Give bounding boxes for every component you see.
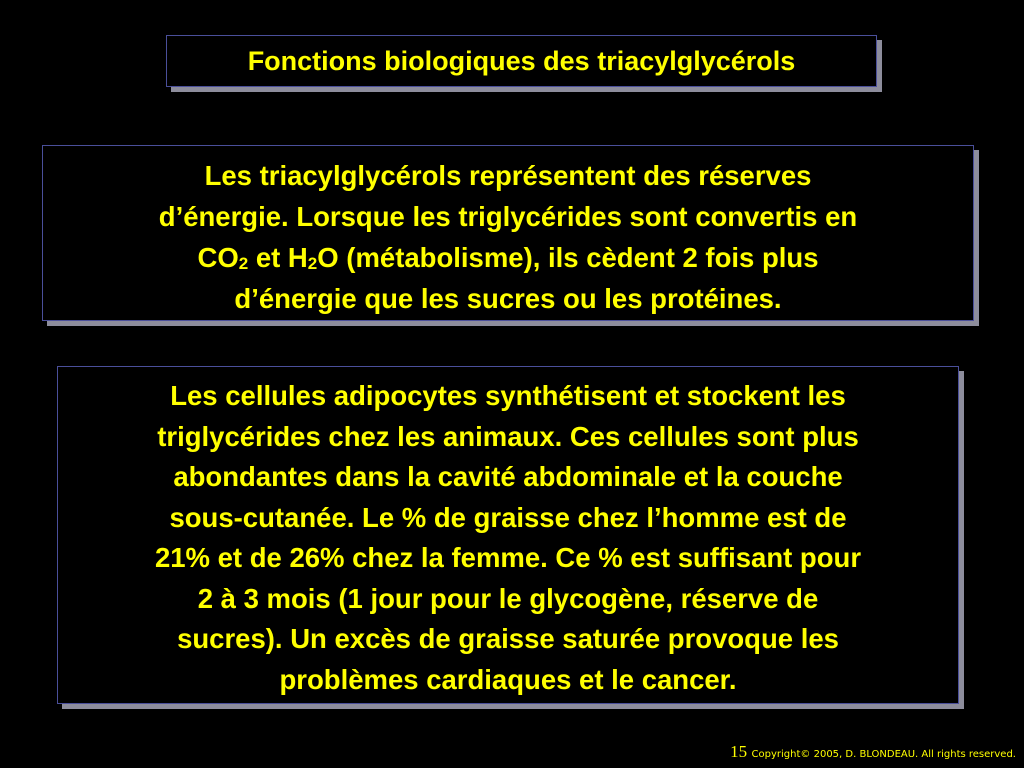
- textbox2-line: sous-cutanée. Le % de graisse chez l’homme est de: [169, 501, 847, 533]
- textbox2-line: 2 à 3 mois (1 jour pour le glycogène, réserve de: [197, 582, 819, 614]
- slide-title: Fonctions biologiques des triacylglycérols: [247, 46, 796, 76]
- textbox1-line-2: d’énergie. Lorsque les triglycérides sont convertis en: [158, 201, 858, 232]
- textbox2-line: sucres). Un excès de graisse saturée provoque les: [177, 623, 839, 654]
- textbox1-line-3: [43, 237, 973, 278]
- textbox2-line: Les cellules adipocytes synthétisent et stockent les: [170, 380, 846, 411]
- textbox2-line: abondantes dans la cavité abdominale et la couche: [173, 461, 843, 492]
- and-h-text: et H: [248, 242, 308, 273]
- adipocytes-textbox: [57, 366, 959, 704]
- co2-subscript: 2: [238, 254, 249, 273]
- slide-footer: [730, 742, 1016, 762]
- co-text: CO: [197, 242, 239, 273]
- textbox2-line: triglycérides chez les animaux. Ces cellules sont plus: [157, 420, 859, 452]
- slide-title-box: [166, 35, 877, 87]
- textbox2-line: 21% et de 26% chez la femme. Ce % est suffisant pour: [154, 542, 862, 573]
- page-number: 15: [730, 742, 748, 761]
- textbox1-line-1: Les triacylglycérols représentent des réserves: [204, 160, 812, 191]
- metabolism-text: O (métabolisme), ils cèdent 2 fois plus: [317, 242, 819, 273]
- textbox1-line-4: d’énergie que les sucres ou les protéines.: [234, 283, 782, 314]
- h2o-subscript: 2: [307, 254, 318, 273]
- copyright-notice: Copyright© 2005, D. BLONDEAU. All rights reserved.: [751, 749, 1016, 760]
- textbox2-line: problèmes cardiaques et le cancer.: [279, 663, 737, 695]
- energy-reserve-textbox: [42, 145, 974, 321]
